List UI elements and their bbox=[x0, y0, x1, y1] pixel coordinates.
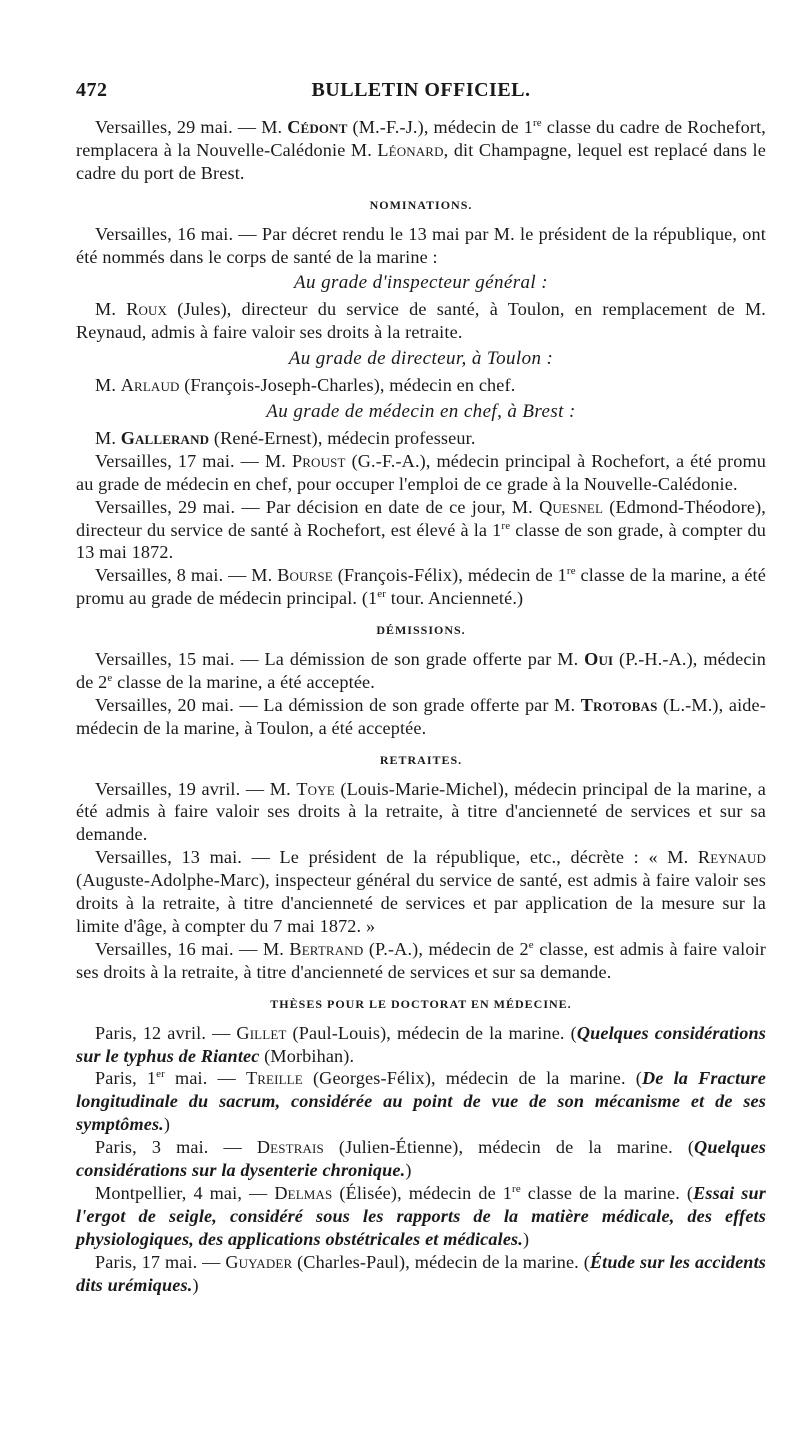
paragraph-roux: M. Roux (Jules), directeur du service de santé, à Toulon, en remplacement de M. Reynaud, admis à faire valoir ses droits à la retraite. bbox=[76, 299, 767, 343]
section-heading-theses: THÈSES POUR LE DOCTORAT EN MÉDECINE. bbox=[270, 996, 572, 1011]
paragraph-trotobas: Versailles, 20 mai. — La démission de son grade offerte par M. Trotobas (L.-M.), aide-médecin de la marine, à Toulon, a été acceptée. bbox=[76, 694, 766, 738]
paragraph-cedont: Versailles, 29 mai. — M. Cédont (M.-F.-J.), médecin de 1re classe du cadre de Rochefort, remplacera à la Nouvelle-Calédonie M. Léonard, dit Champagne, lequel est replacé dans le cadre du port de Brest. bbox=[76, 116, 766, 183]
paragraph-arlaud: M. Arlaud (François-Joseph-Charles), médecin en chef. bbox=[95, 375, 516, 396]
page-body bbox=[76, 116, 766, 1297]
section-heading-demissions: DÉMISSIONS. bbox=[376, 623, 466, 638]
grade-heading-directeur: Au grade de directeur, à Toulon : bbox=[288, 348, 554, 370]
section-heading-retraites: RETRAITES. bbox=[379, 752, 463, 767]
page-number: 472 bbox=[76, 79, 108, 101]
paragraph-treille: Paris, 1er mai. — Treille (Georges-Félix), médecin de la marine. (De la Fracture longitudinale du sacrum, considérée au point de vue de son mécanisme et de ses symptômes.) bbox=[76, 1068, 766, 1135]
paragraph-oui: Versailles, 15 mai. — La démission de son grade offerte par M. Oui (P.-H.-A.), médecin de 2e classe de la marine, a été acceptée. bbox=[76, 649, 766, 692]
paragraph-destrais: Paris, 3 mai. — Destrais (Julien-Étienne), médecin de la marine. (Quelques considérations sur la dysenterie chronique.) bbox=[76, 1137, 766, 1181]
paragraph-delmas: Montpellier, 4 mai, — Delmas (Élisée), médecin de 1re classe de la marine. (Essai sur l'ergot de seigle, considéré sous les rapports de la matière médicale, des effets physiologiques, des applications obstétricales et médicales.) bbox=[76, 1182, 766, 1249]
paragraph-quesnel: Versailles, 29 mai. — Par décision en date de ce jour, M. Quesnel (Edmond-Théodore), directeur du service de santé à Rochefort, est élevé à la 1re classe de son grade, à compter du 13 mai 1872. bbox=[76, 496, 766, 563]
section-heading-nominations: NOMINATIONS. bbox=[369, 197, 473, 212]
paragraph-toye: Versailles, 19 avril. — M. Toye (Louis-Marie-Michel), médecin principal de la marine, a été admis à faire valoir ses droits à la retraite, à titre d'ancienneté de services et sur sa demande. bbox=[76, 778, 766, 845]
paragraph-nominations-intro: Versailles, 16 mai. — Par décret rendu le 13 mai par M. le président de la république, ont été nommés dans le corps de santé de la marine : bbox=[76, 223, 766, 267]
paragraph-guyader: Paris, 17 mai. — Guyader (Charles-Paul), médecin de la marine. (Étude sur les accidents dits urémiques.) bbox=[76, 1251, 767, 1295]
paragraph-reynaud: Versailles, 13 mai. — Le président de la république, etc., décrète : « M. Reynaud (Auguste-Adolphe-Marc), inspecteur général du service de santé, est admis à faire valoir ses droits à la retraite, à titre d'ancienneté de services et par application de la mesure sur la limite d'âge, à compter du 7 mai 1872. » bbox=[76, 847, 766, 936]
paragraph-gallerand: M. Gallerand (René-Ernest), médecin professeur. bbox=[95, 427, 476, 448]
grade-heading-inspecteur: Au grade d'inspecteur général : bbox=[294, 272, 548, 294]
paragraph-gillet: Paris, 12 avril. — Gillet (Paul-Louis), médecin de la marine. (Quelques considérations sur le typhus de Riantec (Morbihan). bbox=[76, 1022, 767, 1066]
running-head bbox=[76, 79, 766, 109]
paragraph-bourse: Versailles, 8 mai. — M. Bourse (François-Félix), médecin de 1re classe de la marine, a été promu au grade de médecin principal. (1er tour. Ancienneté.) bbox=[76, 565, 766, 609]
running-title: BULLETIN OFFICIEL. bbox=[311, 79, 531, 101]
paragraph-proust: Versailles, 17 mai. — M. Proust (G.-F.-A.), médecin principal à Rochefort, a été promu au grade de médecin en chef, pour occuper l'emploi de ce grade à la Nouvelle-Calédonie. bbox=[76, 450, 767, 494]
paragraph-bertrand: Versailles, 16 mai. — M. Bertrand (P.-A.), médecin de 2e classe, est admis à faire valoir ses droits à la retraite, à titre d'ancienneté de services et sur sa demande. bbox=[76, 938, 766, 982]
grade-heading-medecin-en-chef: Au grade de médecin en chef, à Brest : bbox=[266, 400, 576, 422]
